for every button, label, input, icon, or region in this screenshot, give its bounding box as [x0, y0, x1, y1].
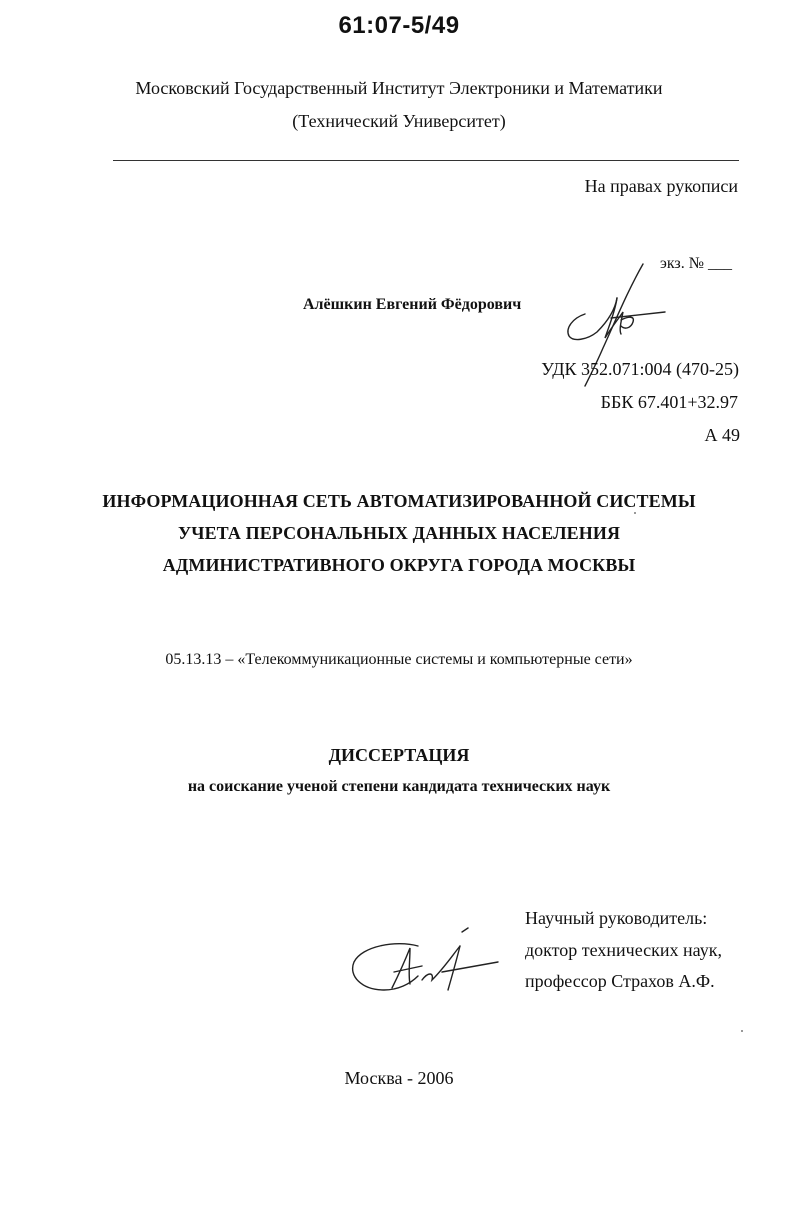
author-name: Алёшкин Евгений Фёдорович: [303, 296, 522, 313]
rights-notice: На правах рукописи: [584, 176, 738, 196]
header-divider: [113, 160, 739, 161]
supervisor-degree: доктор технических наук,: [525, 940, 722, 960]
dissertation-title: [0, 485, 798, 581]
city-year: Москва - 2006: [344, 1068, 454, 1088]
institute-name: Московский Государственный Институт Электроники и Математики: [135, 78, 663, 98]
title-line: ИНФОРМАЦИОННАЯ СЕТЬ АВТОМАТИЗИРОВАННОЙ СИСТЕМЫ: [102, 491, 696, 511]
title-line: АДМИНИСТРАТИВНОГО ОКРУГА ГОРОДА МОСКВЫ: [162, 555, 636, 575]
specialty: 05.13.13 – «Телекоммуникационные системы и компьютерные сети»: [165, 651, 633, 668]
bbk-code: ББК 67.401+32.97: [600, 392, 738, 412]
supervisor-label: Научный руководитель:: [525, 908, 708, 928]
udk-code: УДК 352.071:004 (470-25): [541, 359, 739, 379]
institute-subtitle: (Технический Университет): [292, 111, 506, 131]
supervisor-signature-icon: [348, 928, 518, 1010]
title-line: УЧЕТА ПЕРСОНАЛЬНЫХ ДАННЫХ НАСЕЛЕНИЯ: [177, 523, 621, 543]
document-type: ДИССЕРТАЦИЯ: [328, 745, 470, 765]
copy-number-label: экз. № ___: [660, 255, 733, 272]
scan-speck: [634, 512, 636, 514]
author-code: А 49: [704, 425, 740, 445]
supervisor-name: профессор Страхов А.Ф.: [525, 971, 715, 991]
archive-code: 61:07-5/49: [338, 12, 460, 39]
scan-speck: [741, 1030, 743, 1032]
degree-sought: на соискание ученой степени кандидата технических наук: [187, 778, 611, 795]
